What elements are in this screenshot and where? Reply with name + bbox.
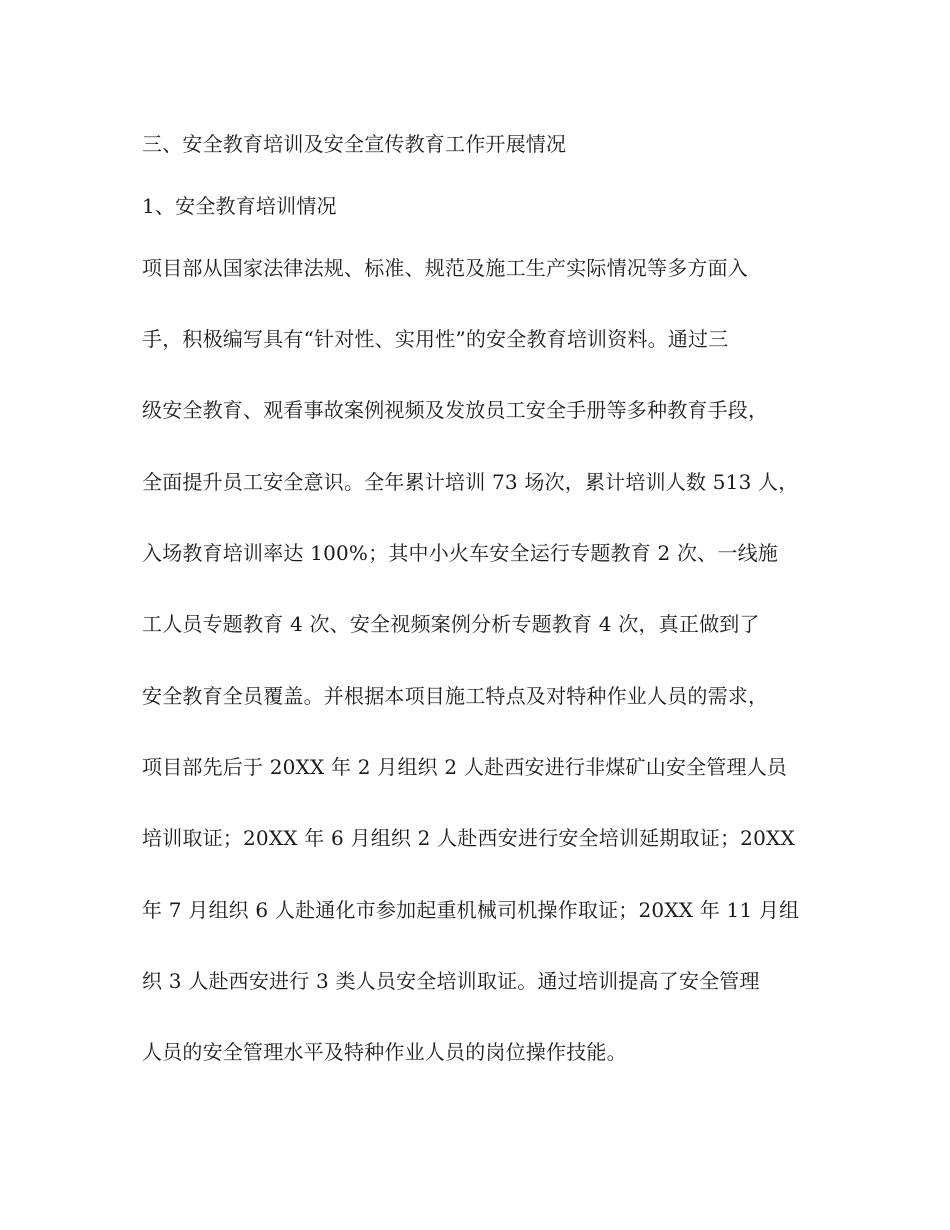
paragraph-line: 项目部先后于 20XX 年 2 月组织 2 人赴西安进行非煤矿山安全管理人员 bbox=[142, 755, 788, 779]
paragraph-line: 年 7 月组织 6 人赴通化市参加起重机械司机操作取证；20XX 年 11 月组 bbox=[142, 898, 800, 922]
paragraph-line: 入场教育培训率达 100%；其中小火车安全运行专题教育 2 次、一线施 bbox=[142, 541, 778, 565]
paragraph-line: 培训取证；20XX 年 6 月组织 2 人赴西安进行安全培训延期取证；20XX bbox=[142, 826, 795, 850]
paragraph-line: 手，积极编写具有“针对性、实用性”的安全教育培训资料。通过三 bbox=[142, 327, 729, 351]
subsection-heading: 1、安全教育培训情况 bbox=[142, 194, 337, 218]
paragraph-line: 全面提升员工安全意识。全年累计培训 73 场次，累计培训人数 513 人， bbox=[142, 470, 799, 494]
paragraph-line: 工人员专题教育 4 次、安全视频案例分析专题教育 4 次，真正做到了 bbox=[142, 612, 760, 636]
paragraph-line: 人员的安全管理水平及特种作业人员的岗位操作技能。 bbox=[142, 1040, 627, 1064]
paragraph-line: 项目部从国家法律法规、标准、规范及施工生产实际情况等多方面入 bbox=[142, 256, 748, 280]
paragraph-line: 织 3 人赴西安进行 3 类人员安全培训取证。通过培训提高了安全管理 bbox=[142, 969, 760, 993]
section-heading: 三、安全教育培训及安全宣传教育工作开展情况 bbox=[142, 132, 567, 156]
paragraph-line: 级安全教育、观看事故案例视频及发放员工安全手册等多种教育手段， bbox=[142, 398, 769, 422]
paragraph-line: 安全教育全员覆盖。并根据本项目施工特点及对特种作业人员的需求， bbox=[142, 684, 769, 708]
